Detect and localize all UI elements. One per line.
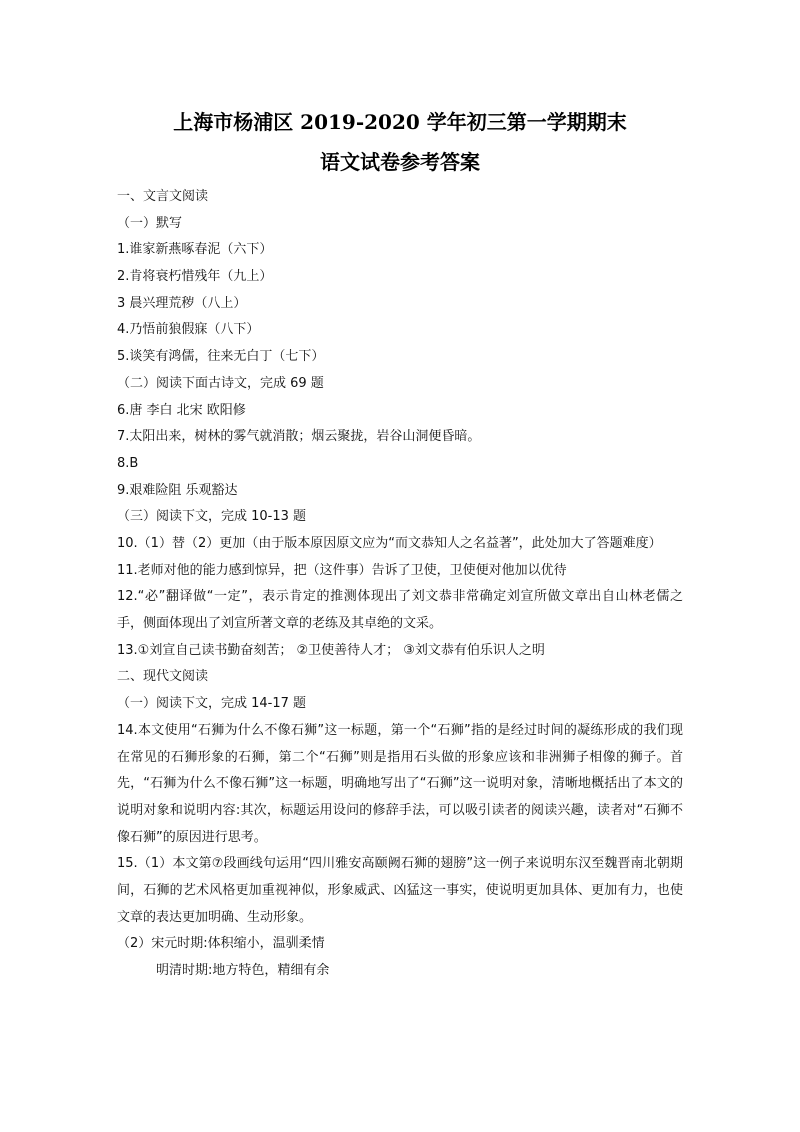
document-title-line2: 语文试卷参考答案 (320, 150, 480, 174)
answer-line-6: 6.唐 李白 北宋 欧阳修 (117, 402, 246, 418)
answer-para-12: 12.“必”翻译做“一定”，表示肯定的推测体现出了刘文恭非常确定刘宣所做文章出自山林老儒之手，侧面体现出了刘宣所著文章的老练及其卓绝的文采。 (117, 589, 683, 632)
answer-para-14: 14.本文使用“石狮为什么不像石狮”这一标题，第一个“石狮”指的是经过时间的凝练形成的我们现在常见的石狮形象的石狮，第二个“石狮”则是指用石头做的形象应该和非洲狮子相像的狮子。首先，“石狮为什么不像石狮”这一标题，明确地写出了“石狮”这一说明对象，清晰地概括出了本文的说明对象和说明内容:其次，标题运用设问的修辞手法，可以吸引读者的阅读兴趣，读者对“石狮不像石狮”的原因进行思考。 (117, 722, 683, 845)
answer-line-2: 2.肯将衰朽惜残年（九上） (117, 269, 273, 285)
answer-line-4: 4.乃悟前狼假寐（八下） (117, 322, 260, 338)
document-title-line1: 上海市杨浦区 2019-2020 学年初三第一学期期末 (173, 110, 627, 134)
answer-line-5: 5.谈笑有鸿儒，往来无白丁（七下） (117, 349, 325, 365)
answer-para-10: 10.（1）替（2）更加（由于版本原因原文应为“而文恭知人之名益著”，此处加大了答题难度） (117, 535, 662, 551)
subsection-heading-prose: （三）阅读下文，完成 10-13 题 (117, 509, 307, 525)
subsection-heading-dictation: （一）默写 (117, 215, 183, 231)
subsection-heading-poem: （二）阅读下面古诗文，完成 69 题 (117, 375, 324, 391)
answer-line-15-2-song: （2）宋元时期:体积缩小，温驯柔情 (117, 936, 325, 952)
section-heading-modern: 二、现代文阅读 (117, 669, 209, 685)
answer-line-7: 7.太阳出来，树林的雾气就消散；烟云聚拢，岩谷山洞便昏暗。 (117, 429, 481, 445)
answer-content (117, 184, 683, 985)
answer-line-13: 13.①刘宣自己读书勤奋刻苦； ②卫使善待人才； ③刘文恭有伯乐识人之明 (117, 642, 545, 658)
answer-para-15: 15.（1）本文第⑦段画线句运用“四川雅安高颐阙石狮的翅膀”这一例子来说明东汉至魏晋南北朝期间，石狮的艺术风格更加重视神似，形象威武、凶猛这一事实，使说明更加具体、更加有力，也使文章的表达更加明确、生动形象。 (117, 856, 683, 925)
answer-line-9: 9.艰难险阻 乐观豁达 (117, 482, 238, 498)
answer-line-11: 11.老师对他的能力感到惊异，把（这件事）告诉了卫使，卫使便对他加以优待 (117, 562, 567, 578)
subsection-heading-modern-1: （一）阅读下文，完成 14-17 题 (117, 696, 307, 712)
answer-line-15-2-ming: 明清时期:地方特色，精细有余 (156, 963, 330, 979)
answer-line-1: 1.谁家新燕啄春泥（六下） (117, 242, 273, 258)
answer-line-8: 8.B (117, 455, 139, 471)
section-heading-classical: 一、文言文阅读 (117, 189, 209, 204)
answer-line-3: 3 晨兴理荒秽（八上） (117, 295, 247, 311)
